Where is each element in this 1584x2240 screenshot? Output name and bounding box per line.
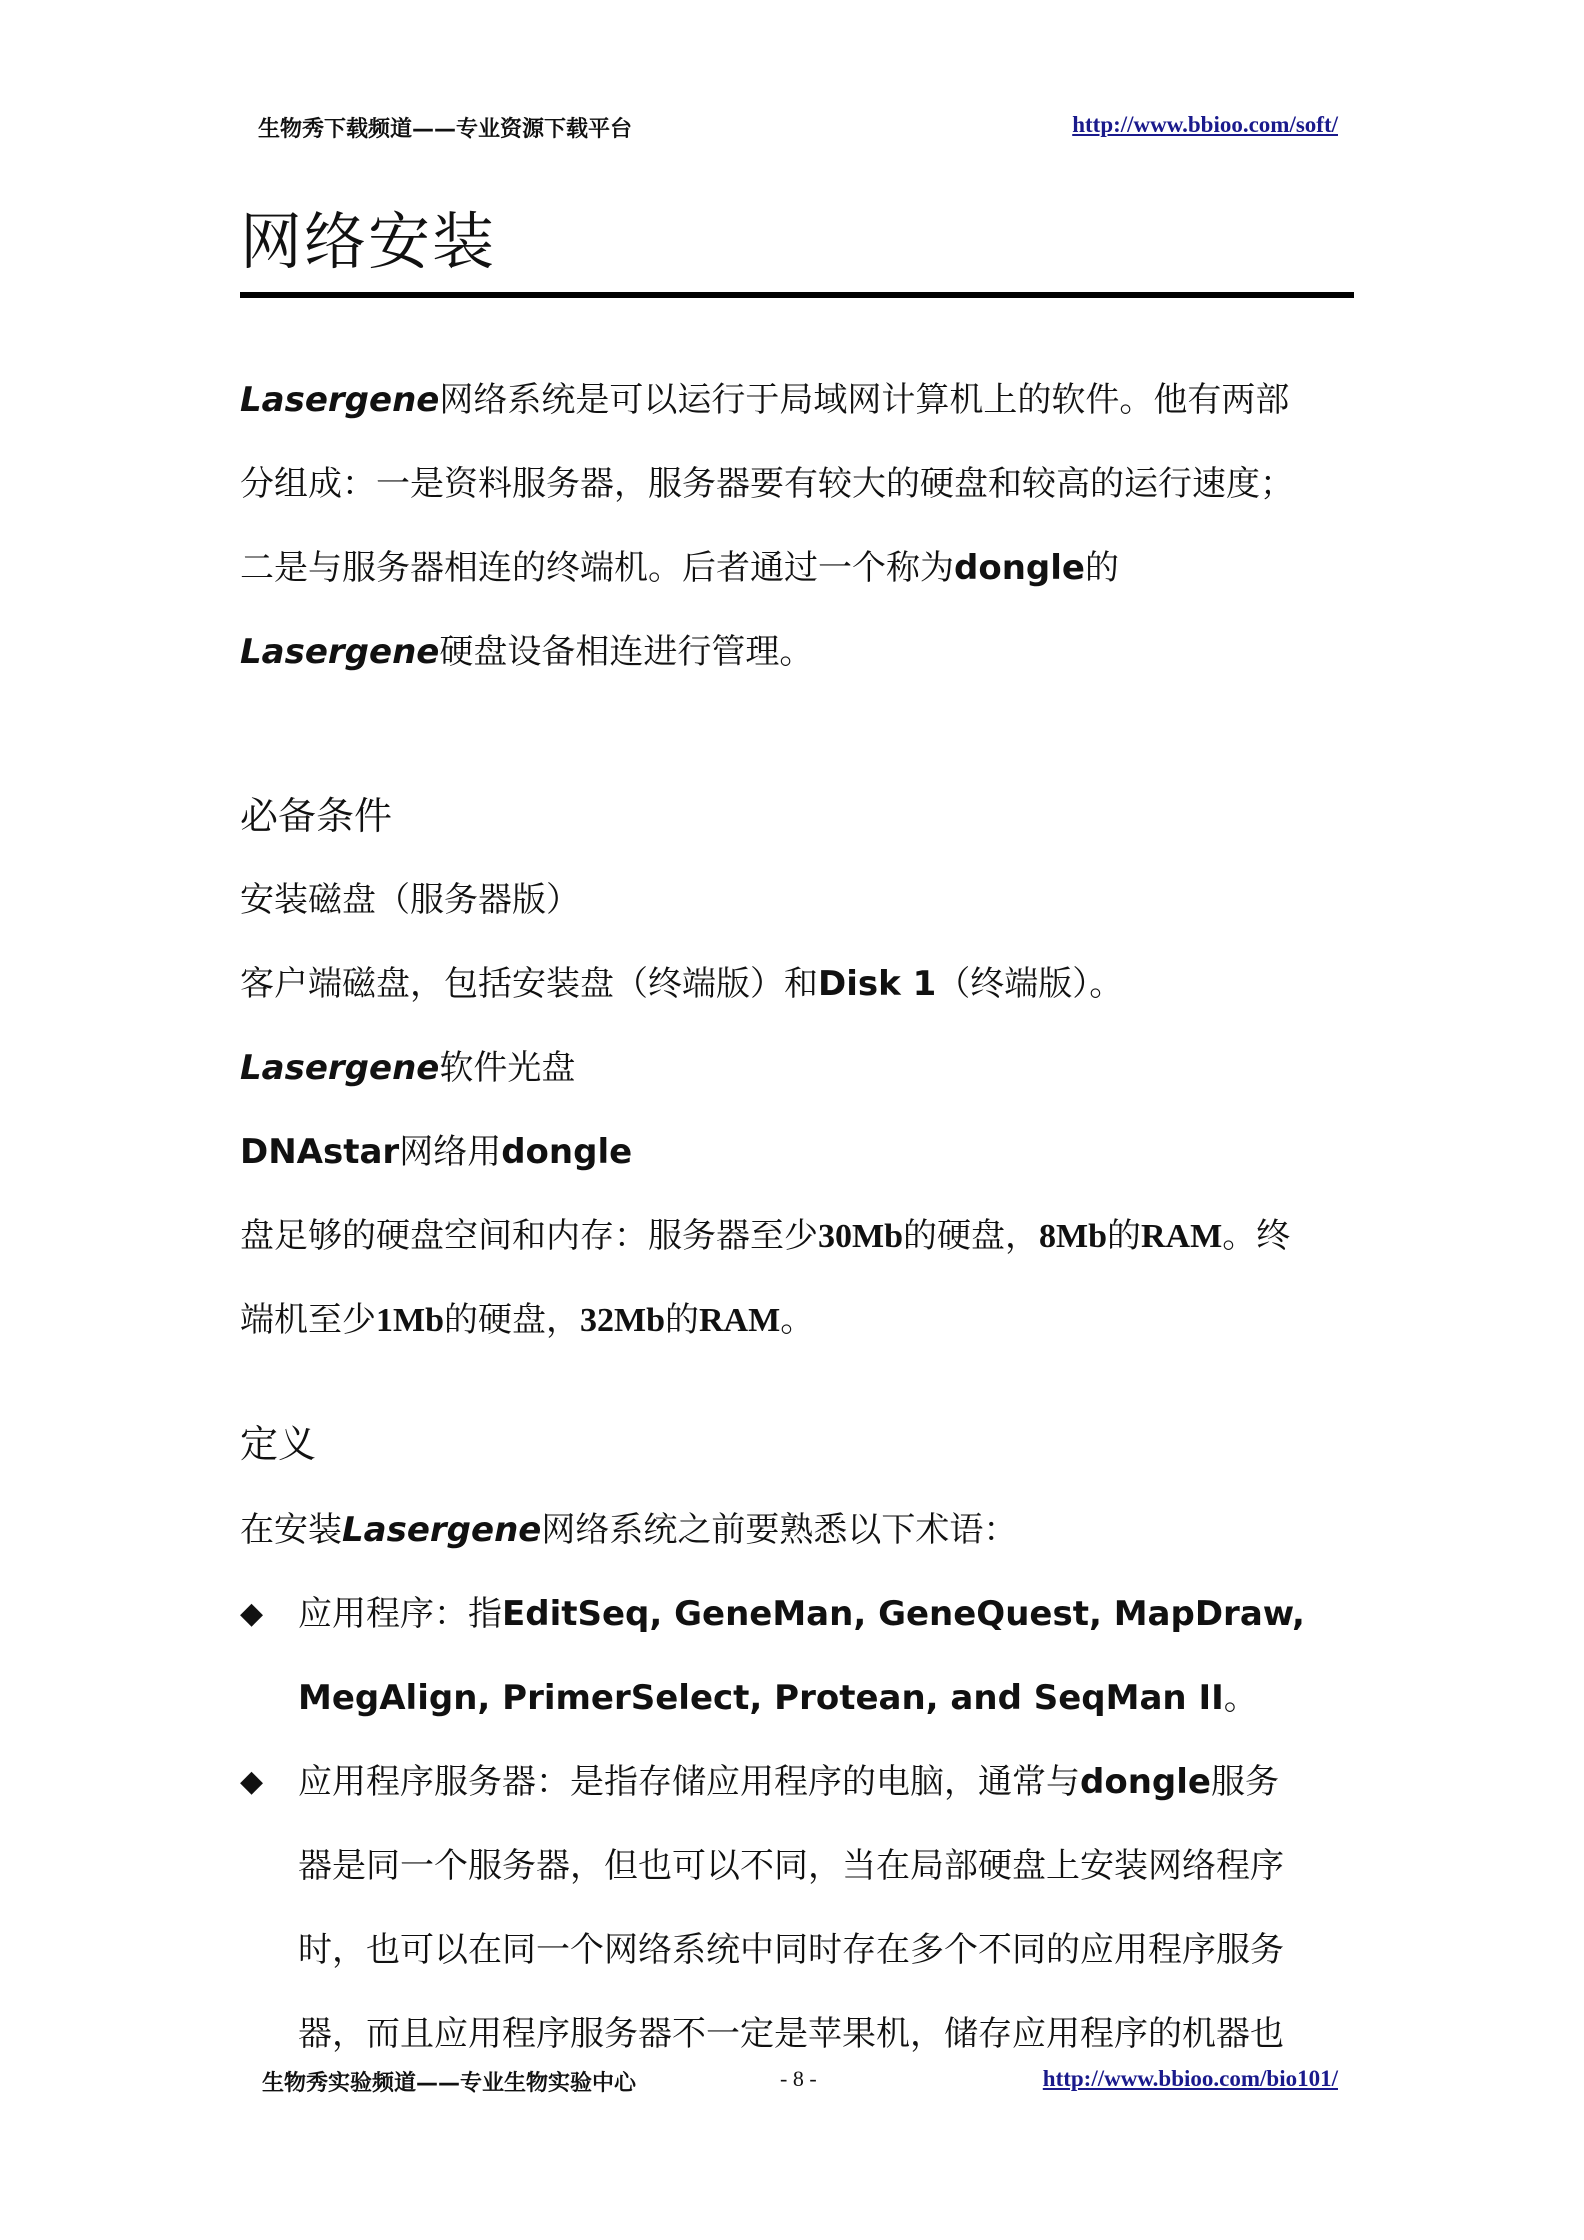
footer-link[interactable]: http://www.bbioo.com/bio101/ bbox=[1042, 2066, 1338, 2091]
requirement-text: 的 bbox=[665, 1300, 699, 1340]
application-list: MegAlign, PrimerSelect, Protean, and SeqMan II bbox=[298, 1678, 1224, 1718]
intro-text: 硬盘设备相连进行管理。 bbox=[439, 632, 814, 672]
requirement-text: 客户端磁盘，包括安装盘（终端版）和 bbox=[240, 964, 818, 1004]
header-site-name: 生物秀下载频道——专业资源下载平台 bbox=[258, 117, 633, 142]
bullet-diamond-icon: ◆ bbox=[240, 1596, 264, 1631]
definition-item-applications bbox=[298, 1594, 1305, 1634]
requirement-text: 的硬盘， bbox=[444, 1300, 580, 1340]
definition-term: 应用程序：指 bbox=[298, 1594, 502, 1634]
disk-label: Disk 1 bbox=[818, 964, 937, 1004]
page-title: 网络安装 bbox=[240, 205, 497, 278]
page-footer bbox=[258, 2066, 1338, 2100]
dongle-term: dongle bbox=[501, 1132, 633, 1172]
intro-line-3 bbox=[240, 548, 1119, 588]
dongle-term: dongle bbox=[1080, 1762, 1211, 1802]
footer-site-name: 生物秀实验频道——专业生物实验中心 bbox=[262, 2071, 637, 2096]
requirement-item: 安装磁盘（服务器版） bbox=[240, 880, 580, 920]
definition-text-line: 器是同一个服务器，但也可以不同，当在局部硬盘上安装网络程序 bbox=[298, 1846, 1284, 1886]
requirement-item bbox=[240, 964, 1123, 1004]
title-divider bbox=[240, 292, 1354, 298]
requirement-item-cont bbox=[240, 1300, 814, 1341]
application-list: EditSeq, GeneMan, GeneQuest, MapDraw, bbox=[502, 1594, 1305, 1634]
requirement-text: 端机至少 bbox=[240, 1300, 376, 1340]
definition-text-line: 器，而且应用程序服务器不一定是苹果机，储存应用程序的机器也 bbox=[298, 2014, 1284, 2054]
intro-text: 网络系统是可以运行于局域网计算机上的软件。他有两部 bbox=[439, 380, 1290, 420]
requirement-text: 的硬盘， bbox=[903, 1216, 1039, 1256]
requirement-text: 网络用 bbox=[399, 1132, 502, 1172]
spec-value: 8Mb bbox=[1039, 1218, 1107, 1255]
header-link[interactable]: http://www.bbioo.com/soft/ bbox=[1072, 112, 1338, 137]
requirement-text: （终端版）。 bbox=[936, 964, 1124, 1004]
product-name: Lasergene bbox=[342, 1510, 542, 1550]
requirement-text: 的 bbox=[1107, 1216, 1141, 1256]
spec-value: 32Mb bbox=[580, 1302, 665, 1339]
intro-text: 二是与服务器相连的终端机。后者通过一个称为 bbox=[240, 548, 954, 588]
spec-value: RAM bbox=[1141, 1218, 1223, 1255]
bullet-diamond-icon: ◆ bbox=[240, 1764, 264, 1799]
spec-value: 1Mb bbox=[376, 1302, 444, 1339]
definition-text: 。 bbox=[1223, 1678, 1258, 1718]
page-header bbox=[258, 112, 1338, 148]
requirements-heading: 必备条件 bbox=[240, 794, 393, 838]
lead-text: 在安装 bbox=[240, 1510, 342, 1550]
intro-text: 的 bbox=[1084, 548, 1119, 588]
definition-text: 服务 bbox=[1210, 1762, 1279, 1802]
definitions-heading: 定义 bbox=[240, 1422, 317, 1466]
lead-text: 网络系统之前要熟悉以下术语： bbox=[541, 1510, 1018, 1550]
intro-line-1 bbox=[240, 380, 1289, 420]
page-number: - 8 - bbox=[780, 2066, 817, 2091]
requirement-item bbox=[240, 1048, 575, 1088]
dongle-term: dongle bbox=[954, 548, 1085, 588]
requirement-text: 。 bbox=[780, 1300, 815, 1340]
requirement-text: 盘足够的硬盘空间和内存：服务器至少 bbox=[240, 1216, 818, 1256]
definition-item-applications-cont bbox=[298, 1678, 1258, 1718]
product-name: Lasergene bbox=[240, 632, 440, 672]
requirement-item bbox=[240, 1216, 1290, 1257]
spec-value: RAM bbox=[699, 1302, 781, 1339]
requirement-item bbox=[240, 1132, 632, 1172]
definition-text-line: 时，也可以在同一个网络系统中同时存在多个不同的应用程序服务 bbox=[298, 1930, 1284, 1970]
definitions-lead bbox=[240, 1510, 1017, 1550]
intro-line-2: 分组成：一是资料服务器，服务器要有较大的硬盘和较高的运行速度； bbox=[240, 464, 1294, 504]
dnastar-term: DNAstar bbox=[240, 1132, 400, 1172]
definition-item-app-server bbox=[298, 1762, 1279, 1802]
intro-line-4 bbox=[240, 632, 813, 672]
requirement-text: 。终 bbox=[1222, 1216, 1291, 1256]
requirement-text: 软件光盘 bbox=[439, 1048, 576, 1088]
spec-value: 30Mb bbox=[818, 1218, 903, 1255]
definition-term: 应用程序服务器：是指存储应用程序的电脑，通常与 bbox=[298, 1762, 1080, 1802]
product-name: Lasergene bbox=[240, 1048, 440, 1088]
product-name: Lasergene bbox=[240, 380, 440, 420]
